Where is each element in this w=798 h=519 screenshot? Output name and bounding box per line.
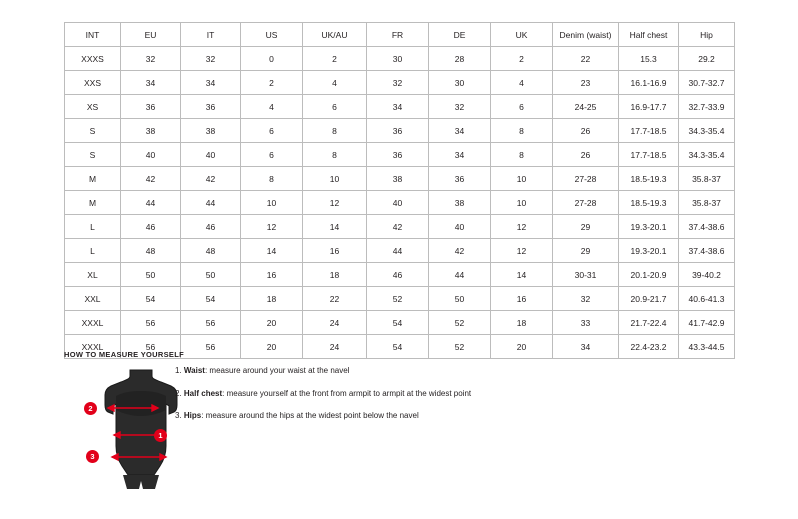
note-text: : measure yourself at the front from armpit to armpit at the widest point bbox=[222, 388, 472, 398]
table-cell: 18.5-19.3 bbox=[619, 167, 679, 191]
table-cell: 6 bbox=[303, 95, 367, 119]
table-cell: 16.1-16.9 bbox=[619, 71, 679, 95]
table-cell: M bbox=[65, 191, 121, 215]
table-cell: 22.4-23.2 bbox=[619, 335, 679, 359]
table-cell: 24 bbox=[303, 335, 367, 359]
table-cell: 34 bbox=[429, 119, 491, 143]
table-cell: 40 bbox=[181, 143, 241, 167]
table-cell: 0 bbox=[241, 47, 303, 71]
table-cell: XXL bbox=[65, 287, 121, 311]
table-cell: 38 bbox=[429, 191, 491, 215]
table-cell: XXXL bbox=[65, 311, 121, 335]
table-cell: 30 bbox=[429, 71, 491, 95]
table-cell: 42 bbox=[429, 239, 491, 263]
table-cell: XL bbox=[65, 263, 121, 287]
table-cell: 12 bbox=[491, 215, 553, 239]
table-cell: 44 bbox=[121, 191, 181, 215]
note-text: : measure around your waist at the navel bbox=[204, 366, 350, 375]
table-cell: 8 bbox=[491, 143, 553, 167]
badge-waist: 1 bbox=[154, 429, 167, 442]
table-cell: 48 bbox=[121, 239, 181, 263]
table-cell: 4 bbox=[241, 95, 303, 119]
note-term: Half chest bbox=[183, 388, 223, 398]
table-cell: L bbox=[65, 215, 121, 239]
table-cell: 46 bbox=[181, 215, 241, 239]
note-number: 3. bbox=[175, 411, 182, 421]
table-cell: 29 bbox=[553, 215, 619, 239]
table-header-cell: IT bbox=[181, 23, 241, 47]
table-cell: 20 bbox=[241, 335, 303, 359]
table-cell: 18 bbox=[303, 263, 367, 287]
table-cell: 52 bbox=[429, 311, 491, 335]
table-cell: 4 bbox=[303, 71, 367, 95]
table-cell: 14 bbox=[241, 239, 303, 263]
table-cell: 30.7-32.7 bbox=[679, 71, 735, 95]
table-cell: 22 bbox=[303, 287, 367, 311]
table-cell: 32.7-33.9 bbox=[679, 95, 735, 119]
table-cell: XXXS bbox=[65, 47, 121, 71]
table-cell: 16 bbox=[491, 287, 553, 311]
table-cell: 56 bbox=[121, 335, 181, 359]
table-cell: 15.3 bbox=[619, 47, 679, 71]
note-term: Waist bbox=[183, 366, 205, 375]
table-header-cell: UK bbox=[491, 23, 553, 47]
table-cell: 40 bbox=[121, 143, 181, 167]
table-cell: 42 bbox=[367, 215, 429, 239]
table-cell: 36 bbox=[367, 143, 429, 167]
table-cell: 19.3-20.1 bbox=[619, 239, 679, 263]
table-cell: 42 bbox=[121, 167, 181, 191]
table-cell: 56 bbox=[181, 311, 241, 335]
table-cell: 16 bbox=[303, 239, 367, 263]
table-header-cell: DE bbox=[429, 23, 491, 47]
table-header-cell: EU bbox=[121, 23, 181, 47]
table-cell: 8 bbox=[491, 119, 553, 143]
table-cell: 10 bbox=[303, 167, 367, 191]
table-cell: 33 bbox=[553, 311, 619, 335]
measure-note bbox=[175, 411, 635, 421]
size-conversion-table bbox=[64, 22, 735, 359]
measure-note bbox=[175, 389, 635, 399]
table-cell: 40 bbox=[429, 215, 491, 239]
how-to-measure-title: HOW TO MEASURE YOURSELF bbox=[64, 350, 184, 359]
measurement-notes bbox=[175, 366, 635, 434]
table-cell: 38 bbox=[367, 167, 429, 191]
table-cell: 48 bbox=[181, 239, 241, 263]
table-row bbox=[65, 215, 735, 239]
table-cell: 50 bbox=[429, 287, 491, 311]
table-cell: 22 bbox=[553, 47, 619, 71]
table-cell: 12 bbox=[303, 191, 367, 215]
size-table-container bbox=[64, 22, 734, 359]
table-cell: 6 bbox=[241, 119, 303, 143]
table-header-cell: Half chest bbox=[619, 23, 679, 47]
table-cell: XS bbox=[65, 95, 121, 119]
table-cell: S bbox=[65, 119, 121, 143]
table-cell: 12 bbox=[241, 215, 303, 239]
table-cell: 2 bbox=[303, 47, 367, 71]
table-cell: 16 bbox=[241, 263, 303, 287]
table-cell: 32 bbox=[429, 95, 491, 119]
table-cell: 8 bbox=[303, 119, 367, 143]
table-cell: 35.8-37 bbox=[679, 191, 735, 215]
table-cell: 27-28 bbox=[553, 191, 619, 215]
table-cell: 30 bbox=[367, 47, 429, 71]
table-cell: 34 bbox=[181, 71, 241, 95]
table-cell: 52 bbox=[429, 335, 491, 359]
table-cell: 24-25 bbox=[553, 95, 619, 119]
table-cell: 20.9-21.7 bbox=[619, 287, 679, 311]
table-cell: 34.3-35.4 bbox=[679, 119, 735, 143]
table-cell: 46 bbox=[367, 263, 429, 287]
table-body bbox=[65, 47, 735, 359]
table-row bbox=[65, 239, 735, 263]
table-cell: 2 bbox=[491, 47, 553, 71]
measure-note bbox=[175, 366, 635, 376]
table-cell: 27-28 bbox=[553, 167, 619, 191]
table-cell: 52 bbox=[367, 287, 429, 311]
table-cell: 36 bbox=[121, 95, 181, 119]
table-cell: 34 bbox=[367, 95, 429, 119]
note-text: : measure around the hips at the widest point below the navel bbox=[201, 411, 419, 421]
table-cell: 12 bbox=[491, 239, 553, 263]
table-cell: 34 bbox=[553, 335, 619, 359]
table-row bbox=[65, 71, 735, 95]
note-term: Hips bbox=[183, 411, 202, 421]
table-cell: 30-31 bbox=[553, 263, 619, 287]
table-cell: XXXL bbox=[65, 335, 121, 359]
table-cell: 10 bbox=[241, 191, 303, 215]
note-number: 2. bbox=[175, 388, 182, 398]
table-header-cell: INT bbox=[65, 23, 121, 47]
table-row bbox=[65, 263, 735, 287]
table-cell: 26 bbox=[553, 119, 619, 143]
table-cell: 18.5-19.3 bbox=[619, 191, 679, 215]
table-row bbox=[65, 191, 735, 215]
table-cell: 40 bbox=[367, 191, 429, 215]
table-row bbox=[65, 143, 735, 167]
table-row bbox=[65, 167, 735, 191]
table-cell: 36 bbox=[181, 95, 241, 119]
table-header-row bbox=[65, 23, 735, 47]
table-cell: 17.7-18.5 bbox=[619, 119, 679, 143]
table-cell: 32 bbox=[121, 47, 181, 71]
table-cell: 34 bbox=[121, 71, 181, 95]
table-cell: 24 bbox=[303, 311, 367, 335]
table-cell: 32 bbox=[553, 287, 619, 311]
table-cell: 16.9-17.7 bbox=[619, 95, 679, 119]
table-cell: 14 bbox=[303, 215, 367, 239]
table-cell: 46 bbox=[121, 215, 181, 239]
table-cell: 37.4-38.6 bbox=[679, 239, 735, 263]
table-cell: 39-40.2 bbox=[679, 263, 735, 287]
table-cell: 44 bbox=[367, 239, 429, 263]
table-row bbox=[65, 95, 735, 119]
table-header-cell: US bbox=[241, 23, 303, 47]
table-cell: 56 bbox=[181, 335, 241, 359]
note-number: 1. bbox=[175, 366, 182, 375]
table-cell: 54 bbox=[367, 311, 429, 335]
table-cell: 20 bbox=[491, 335, 553, 359]
table-cell: 18 bbox=[241, 287, 303, 311]
table-cell: 37.4-38.6 bbox=[679, 215, 735, 239]
table-cell: 44 bbox=[181, 191, 241, 215]
table-cell: 20 bbox=[241, 311, 303, 335]
table-header-cell: Hip bbox=[679, 23, 735, 47]
table-cell: 36 bbox=[367, 119, 429, 143]
table-cell: 36 bbox=[429, 167, 491, 191]
table-cell: XXS bbox=[65, 71, 121, 95]
table-cell: 38 bbox=[121, 119, 181, 143]
badge-half-chest: 2 bbox=[84, 402, 97, 415]
table-cell: 6 bbox=[241, 143, 303, 167]
table-cell: 44 bbox=[429, 263, 491, 287]
table-cell: 26 bbox=[553, 143, 619, 167]
table-cell: 29.2 bbox=[679, 47, 735, 71]
badge-hips: 3 bbox=[86, 450, 99, 463]
table-cell: M bbox=[65, 167, 121, 191]
table-cell: 32 bbox=[181, 47, 241, 71]
table-cell: 8 bbox=[303, 143, 367, 167]
table-header bbox=[65, 23, 735, 47]
table-cell: 19.3-20.1 bbox=[619, 215, 679, 239]
table-row bbox=[65, 311, 735, 335]
table-header-cell: UK/AU bbox=[303, 23, 367, 47]
table-cell: 2 bbox=[241, 71, 303, 95]
table-cell: 10 bbox=[491, 191, 553, 215]
table-cell: 56 bbox=[121, 311, 181, 335]
table-cell: 35.8-37 bbox=[679, 167, 735, 191]
table-cell: 21.7-22.4 bbox=[619, 311, 679, 335]
table-cell: 14 bbox=[491, 263, 553, 287]
table-row bbox=[65, 47, 735, 71]
table-row bbox=[65, 119, 735, 143]
table-cell: 38 bbox=[181, 119, 241, 143]
table-cell: 29 bbox=[553, 239, 619, 263]
table-cell: 28 bbox=[429, 47, 491, 71]
table-cell: 50 bbox=[181, 263, 241, 287]
table-cell: 32 bbox=[367, 71, 429, 95]
table-row bbox=[65, 287, 735, 311]
table-cell: 34.3-35.4 bbox=[679, 143, 735, 167]
table-header-cell: Denim (waist) bbox=[553, 23, 619, 47]
table-cell: S bbox=[65, 143, 121, 167]
table-cell: 6 bbox=[491, 95, 553, 119]
table-cell: 4 bbox=[491, 71, 553, 95]
table-cell: 20.1-20.9 bbox=[619, 263, 679, 287]
table-cell: 54 bbox=[367, 335, 429, 359]
table-cell: 40.6-41.3 bbox=[679, 287, 735, 311]
table-cell: 34 bbox=[429, 143, 491, 167]
table-cell: 42 bbox=[181, 167, 241, 191]
table-cell: 54 bbox=[121, 287, 181, 311]
table-cell: 8 bbox=[241, 167, 303, 191]
table-cell: 23 bbox=[553, 71, 619, 95]
table-cell: 43.3-44.5 bbox=[679, 335, 735, 359]
table-cell: 18 bbox=[491, 311, 553, 335]
table-cell: L bbox=[65, 239, 121, 263]
table-cell: 54 bbox=[181, 287, 241, 311]
table-cell: 10 bbox=[491, 167, 553, 191]
table-header-cell: FR bbox=[367, 23, 429, 47]
table-cell: 50 bbox=[121, 263, 181, 287]
table-cell: 41.7-42.9 bbox=[679, 311, 735, 335]
table-cell: 17.7-18.5 bbox=[619, 143, 679, 167]
